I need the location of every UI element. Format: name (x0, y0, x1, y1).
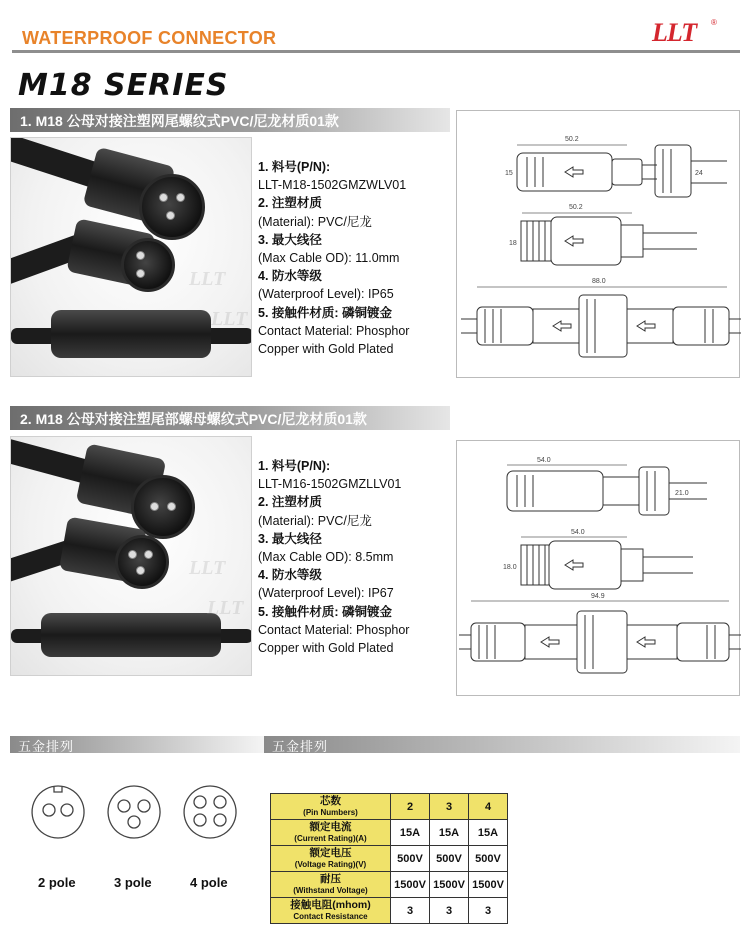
product-1-heading: 1. M18 公母对接注塑网尾螺纹式PVC/尼龙材质01款 (10, 108, 450, 132)
table-cell: 1500V (430, 872, 469, 898)
cable-label: 3. 最大线径 (258, 531, 322, 546)
pole-4-icon (184, 786, 236, 838)
product-1-drawing (456, 110, 740, 378)
product-2-drawing (456, 440, 740, 696)
cable-value: (Max Cable OD): 8.5mm (258, 550, 394, 565)
dim-top-length: 54.0 (537, 457, 551, 464)
row-label: 接触电阻(mhom) Contact Resistance (271, 898, 391, 924)
table-cell: 3 (430, 898, 469, 924)
dim-mid-length: 50.2 (569, 204, 583, 211)
dim-mid-height: 18.0 (503, 564, 517, 571)
product-2-photo: LLT LLT (10, 436, 252, 676)
pin-layout-heading-left: 五金排列 (10, 736, 264, 753)
table-cell: 1500V (469, 872, 508, 898)
technical-drawing-icon (457, 441, 741, 697)
row-label: 额定电压 (Voltage Rating)(V) (271, 846, 391, 872)
material-label: 2. 注塑材质 (258, 495, 322, 510)
dim-top-length: 50.2 (565, 136, 579, 143)
brand-title: WATERPROOF CONNECTOR (22, 28, 277, 48)
material-value: (Material): PVC/尼龙 (258, 214, 372, 229)
waterproof-label: 4. 防水等级 (258, 568, 322, 583)
mated-connector-image (41, 613, 221, 657)
female-face-icon (115, 535, 169, 589)
llt-logo: LLT (652, 18, 697, 47)
dim-mid-height: 18 (509, 240, 517, 247)
contact-label: 5. 接触件材质: 磷铜镀金 (258, 604, 393, 619)
table-row (271, 898, 508, 924)
table-cell: 1500V (391, 872, 430, 898)
cable-value: (Max Cable OD): 11.0mm (258, 251, 400, 266)
product-2-heading: 2. M18 公母对接注塑尾部螺母螺纹式PVC/尼龙材质01款 (10, 406, 450, 430)
dim-right-height: 21.0 (675, 490, 689, 497)
product-1-photo: LLT LLT (10, 137, 252, 377)
column-header: 3 (430, 794, 469, 820)
table-cell: 500V (469, 846, 508, 872)
product-1-specs (258, 158, 409, 358)
pole-4-label: 4 pole (190, 875, 228, 890)
table-cell: 3 (391, 898, 430, 924)
dim-full-length: 94.9 (591, 593, 605, 600)
dim-top-height: 15 (505, 170, 513, 177)
column-header: 4 (469, 794, 508, 820)
pn-value: LLT-M18-1502GMZWLV01 (258, 178, 407, 193)
male-face-icon (121, 238, 175, 292)
pn-label: 1. 料号(P/N): (258, 459, 331, 473)
table-header-row (271, 794, 508, 820)
pole-2-label: 2 pole (38, 875, 76, 890)
pn-label: 1. 料号(P/N): (258, 160, 331, 174)
rating-table (270, 793, 508, 924)
column-header: 2 (391, 794, 430, 820)
pole-diagrams (30, 780, 250, 850)
row-label: 耐压 (Withstand Voltage) (271, 872, 391, 898)
table-row (271, 846, 508, 872)
waterproof-value: (Waterproof Level): IP65 (258, 287, 394, 302)
material-value: (Material): PVC/尼龙 (258, 513, 372, 528)
registered-mark: ® (711, 18, 717, 27)
material-label: 2. 注塑材质 (258, 196, 322, 211)
table-cell: 15A (391, 820, 430, 846)
contact-value-2: Copper with Gold Plated (258, 342, 394, 357)
dim-mid-length: 54.0 (571, 529, 585, 536)
table-row (271, 872, 508, 898)
table-cell: 15A (469, 820, 508, 846)
contact-label: 5. 接触件材质: 磷铜镀金 (258, 305, 393, 320)
contact-value-1: Contact Material: Phosphor (258, 323, 410, 338)
table-row (271, 820, 508, 846)
pole-3-label: 3 pole (114, 875, 152, 890)
pin-number-header: 芯数 (Pin Numbers) (271, 794, 391, 820)
pole-2-icon (32, 786, 84, 838)
table-cell: 500V (391, 846, 430, 872)
technical-drawing-icon (457, 111, 741, 379)
female-face-icon (139, 174, 205, 240)
cable-label: 3. 最大线径 (258, 232, 322, 247)
table-cell: 500V (430, 846, 469, 872)
row-label: 额定电流 (Current Rating)(A) (271, 820, 391, 846)
table-cell: 15A (430, 820, 469, 846)
dim-full-length: 88.0 (592, 278, 606, 285)
dim-right-height: 24 (695, 170, 703, 177)
contact-value-1: Contact Material: Phosphor (258, 622, 410, 637)
series-title: M18 SERIES (18, 68, 229, 103)
contact-value-2: Copper with Gold Plated (258, 641, 394, 656)
table-cell: 3 (469, 898, 508, 924)
waterproof-label: 4. 防水等级 (258, 269, 322, 284)
pin-layout-heading-right: 五金排列 (264, 736, 740, 753)
pole-3-icon (108, 786, 160, 838)
pn-value: LLT-M16-1502GMZLLV01 (258, 477, 402, 492)
mated-connector-image (51, 310, 211, 358)
header-divider (12, 50, 740, 53)
waterproof-value: (Waterproof Level): IP67 (258, 586, 394, 601)
product-2-specs (258, 457, 409, 657)
